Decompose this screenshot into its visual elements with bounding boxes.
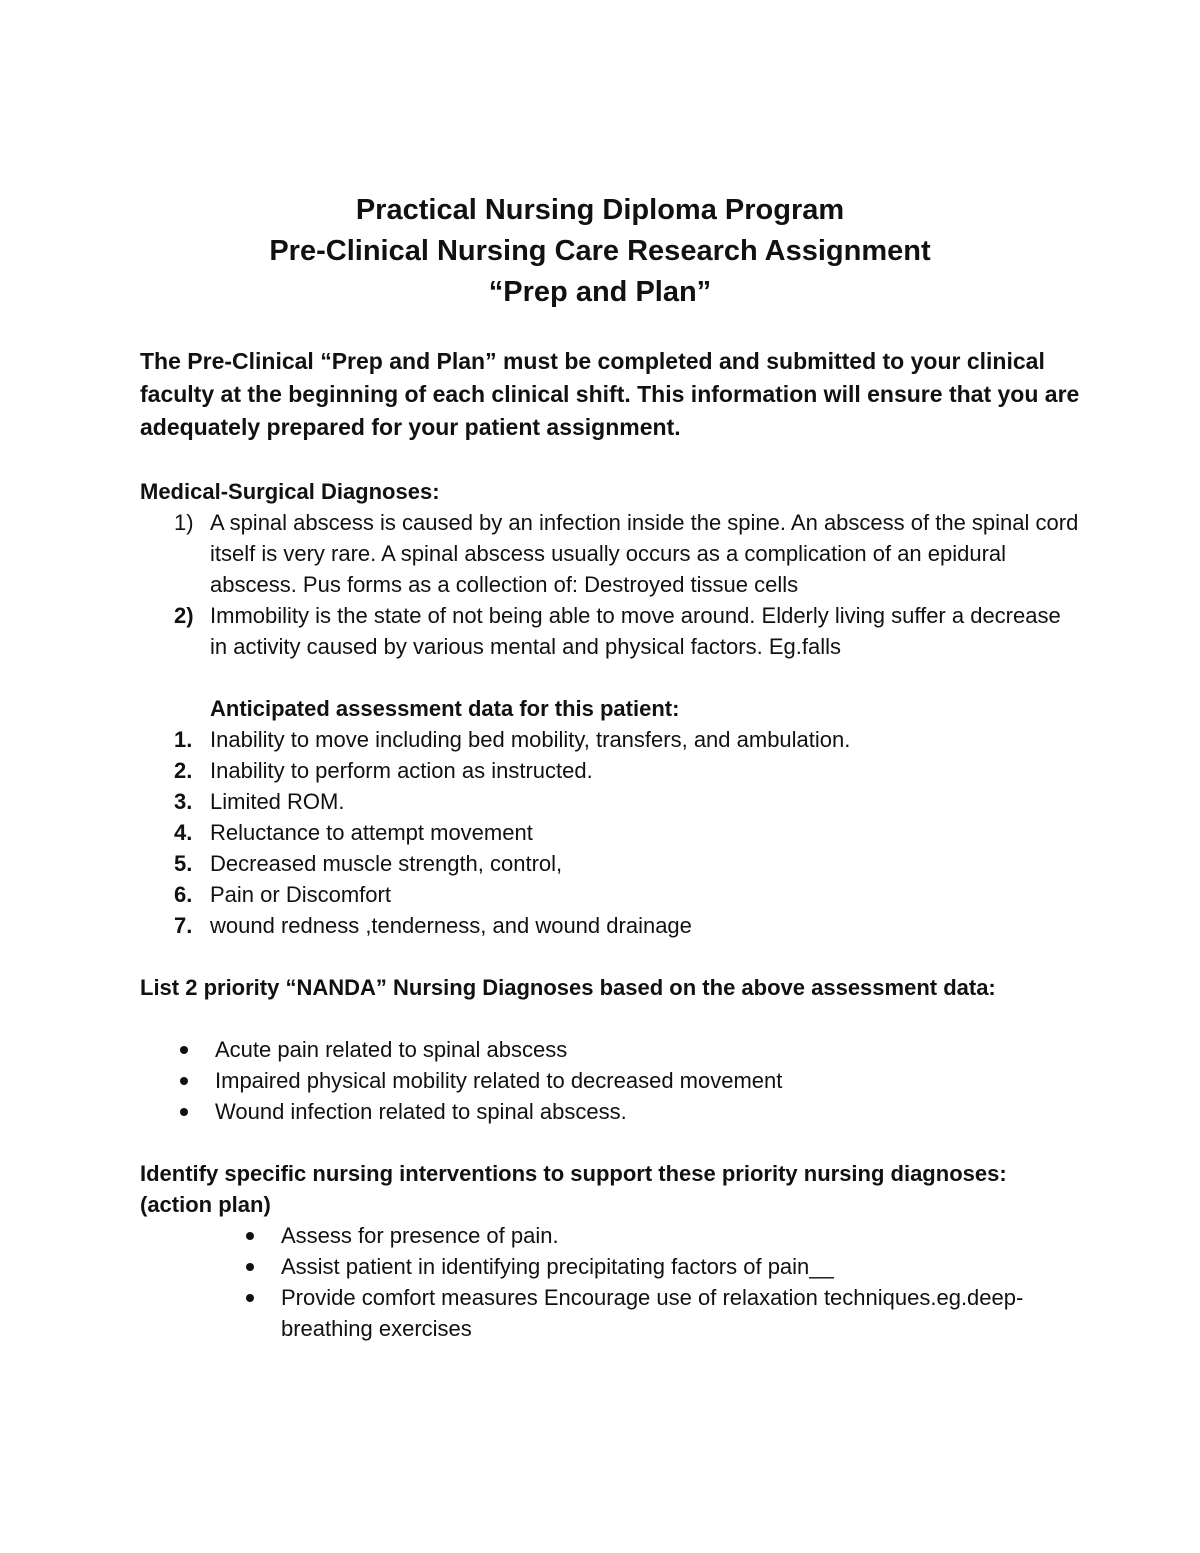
list-item-text: Pain or Discomfort — [210, 882, 391, 907]
list-item-text: Decreased muscle strength, control, — [210, 851, 563, 876]
list-item — [140, 1034, 1080, 1065]
list-marker: 7. — [174, 913, 193, 938]
list-marker: 2) — [174, 603, 194, 628]
list-item-text: Acute pain related to spinal abscess — [215, 1037, 568, 1062]
list-item — [140, 1251, 1080, 1282]
nanda-list — [140, 1034, 1080, 1127]
list-item — [140, 848, 1080, 879]
list-item-text: Reluctance to attempt movement — [210, 820, 533, 845]
bullet-icon — [180, 1046, 188, 1054]
medical-surgical-list — [140, 507, 1080, 662]
list-item — [140, 1065, 1080, 1096]
interventions-list — [140, 1220, 1080, 1344]
medical-surgical-heading: Medical-Surgical Diagnoses: — [140, 479, 440, 504]
title-line-program: Practical Nursing Diploma Program — [355, 194, 845, 226]
document-title — [0, 190, 1200, 313]
list-item-text: Assess for presence of pain. — [281, 1223, 559, 1248]
list-marker: 1) — [174, 510, 194, 535]
list-marker: 5. — [174, 851, 193, 876]
bullet-icon — [180, 1077, 188, 1085]
list-item-text: Provide comfort measures Encourage use of relaxation techniques.eg.deep-breathing exercises — [281, 1285, 1024, 1341]
list-item-text: Inability to perform action as instructed. — [210, 758, 593, 783]
document-body — [140, 345, 1080, 1344]
list-marker: 1. — [174, 727, 193, 752]
nanda-heading: List 2 priority “NANDA” Nursing Diagnoses based on the above assessment data: — [140, 975, 996, 1000]
list-item — [140, 1220, 1080, 1251]
list-marker: 2. — [174, 758, 193, 783]
list-item — [140, 507, 1080, 600]
list-item — [140, 910, 1080, 941]
bullet-icon — [246, 1294, 254, 1302]
list-item-text: Inability to move including bed mobility, transfers, and ambulation. — [210, 727, 851, 752]
list-item — [140, 786, 1080, 817]
list-item — [140, 1096, 1080, 1127]
list-item — [140, 755, 1080, 786]
list-item-text: Immobility is the state of not being able to move around. Elderly living suffer a decrease in activity caused by various mental and physical factors. Eg.falls — [210, 603, 1061, 659]
assessment-heading: Anticipated assessment data for this patient: — [210, 696, 680, 721]
intro-paragraph: The Pre-Clinical “Prep and Plan” must be completed and submitted to your clinical faculty at the beginning of each clinical shift. This information will ensure that you are adequately prepared for your patient assignment. — [140, 348, 1080, 440]
list-item — [140, 817, 1080, 848]
bullet-icon — [246, 1263, 254, 1271]
list-item-text: Assist patient in identifying precipitating factors of pain__ — [281, 1254, 834, 1279]
list-item-text: Wound infection related to spinal abscess. — [215, 1099, 627, 1124]
list-item — [140, 1282, 1080, 1344]
list-item-text: wound redness ,tenderness, and wound drainage — [210, 913, 692, 938]
list-item — [140, 879, 1080, 910]
list-item — [140, 724, 1080, 755]
bullet-icon — [180, 1108, 188, 1116]
list-item-text: Limited ROM. — [210, 789, 345, 814]
interventions-heading: Identify specific nursing interventions to support these priority nursing diagnoses: (action plan) — [140, 1161, 1007, 1217]
title-line-assignment: Pre-Clinical Nursing Care Research Assignment — [269, 235, 931, 267]
list-item — [140, 600, 1080, 662]
bullet-icon — [246, 1232, 254, 1240]
list-marker: 6. — [174, 882, 193, 907]
assessment-list — [140, 724, 1080, 941]
list-marker: 4. — [174, 820, 193, 845]
list-marker: 3. — [174, 789, 193, 814]
list-item-text: Impaired physical mobility related to decreased movement — [215, 1068, 783, 1093]
list-item-text: A spinal abscess is caused by an infection inside the spine. An abscess of the spinal cord itself is very rare. A spinal abscess usually occurs as a complication of an epidural abscess. Pus forms as a collection of: Destroyed tissue cells — [210, 510, 1079, 597]
title-line-prep-plan: “Prep and Plan” — [488, 276, 712, 308]
